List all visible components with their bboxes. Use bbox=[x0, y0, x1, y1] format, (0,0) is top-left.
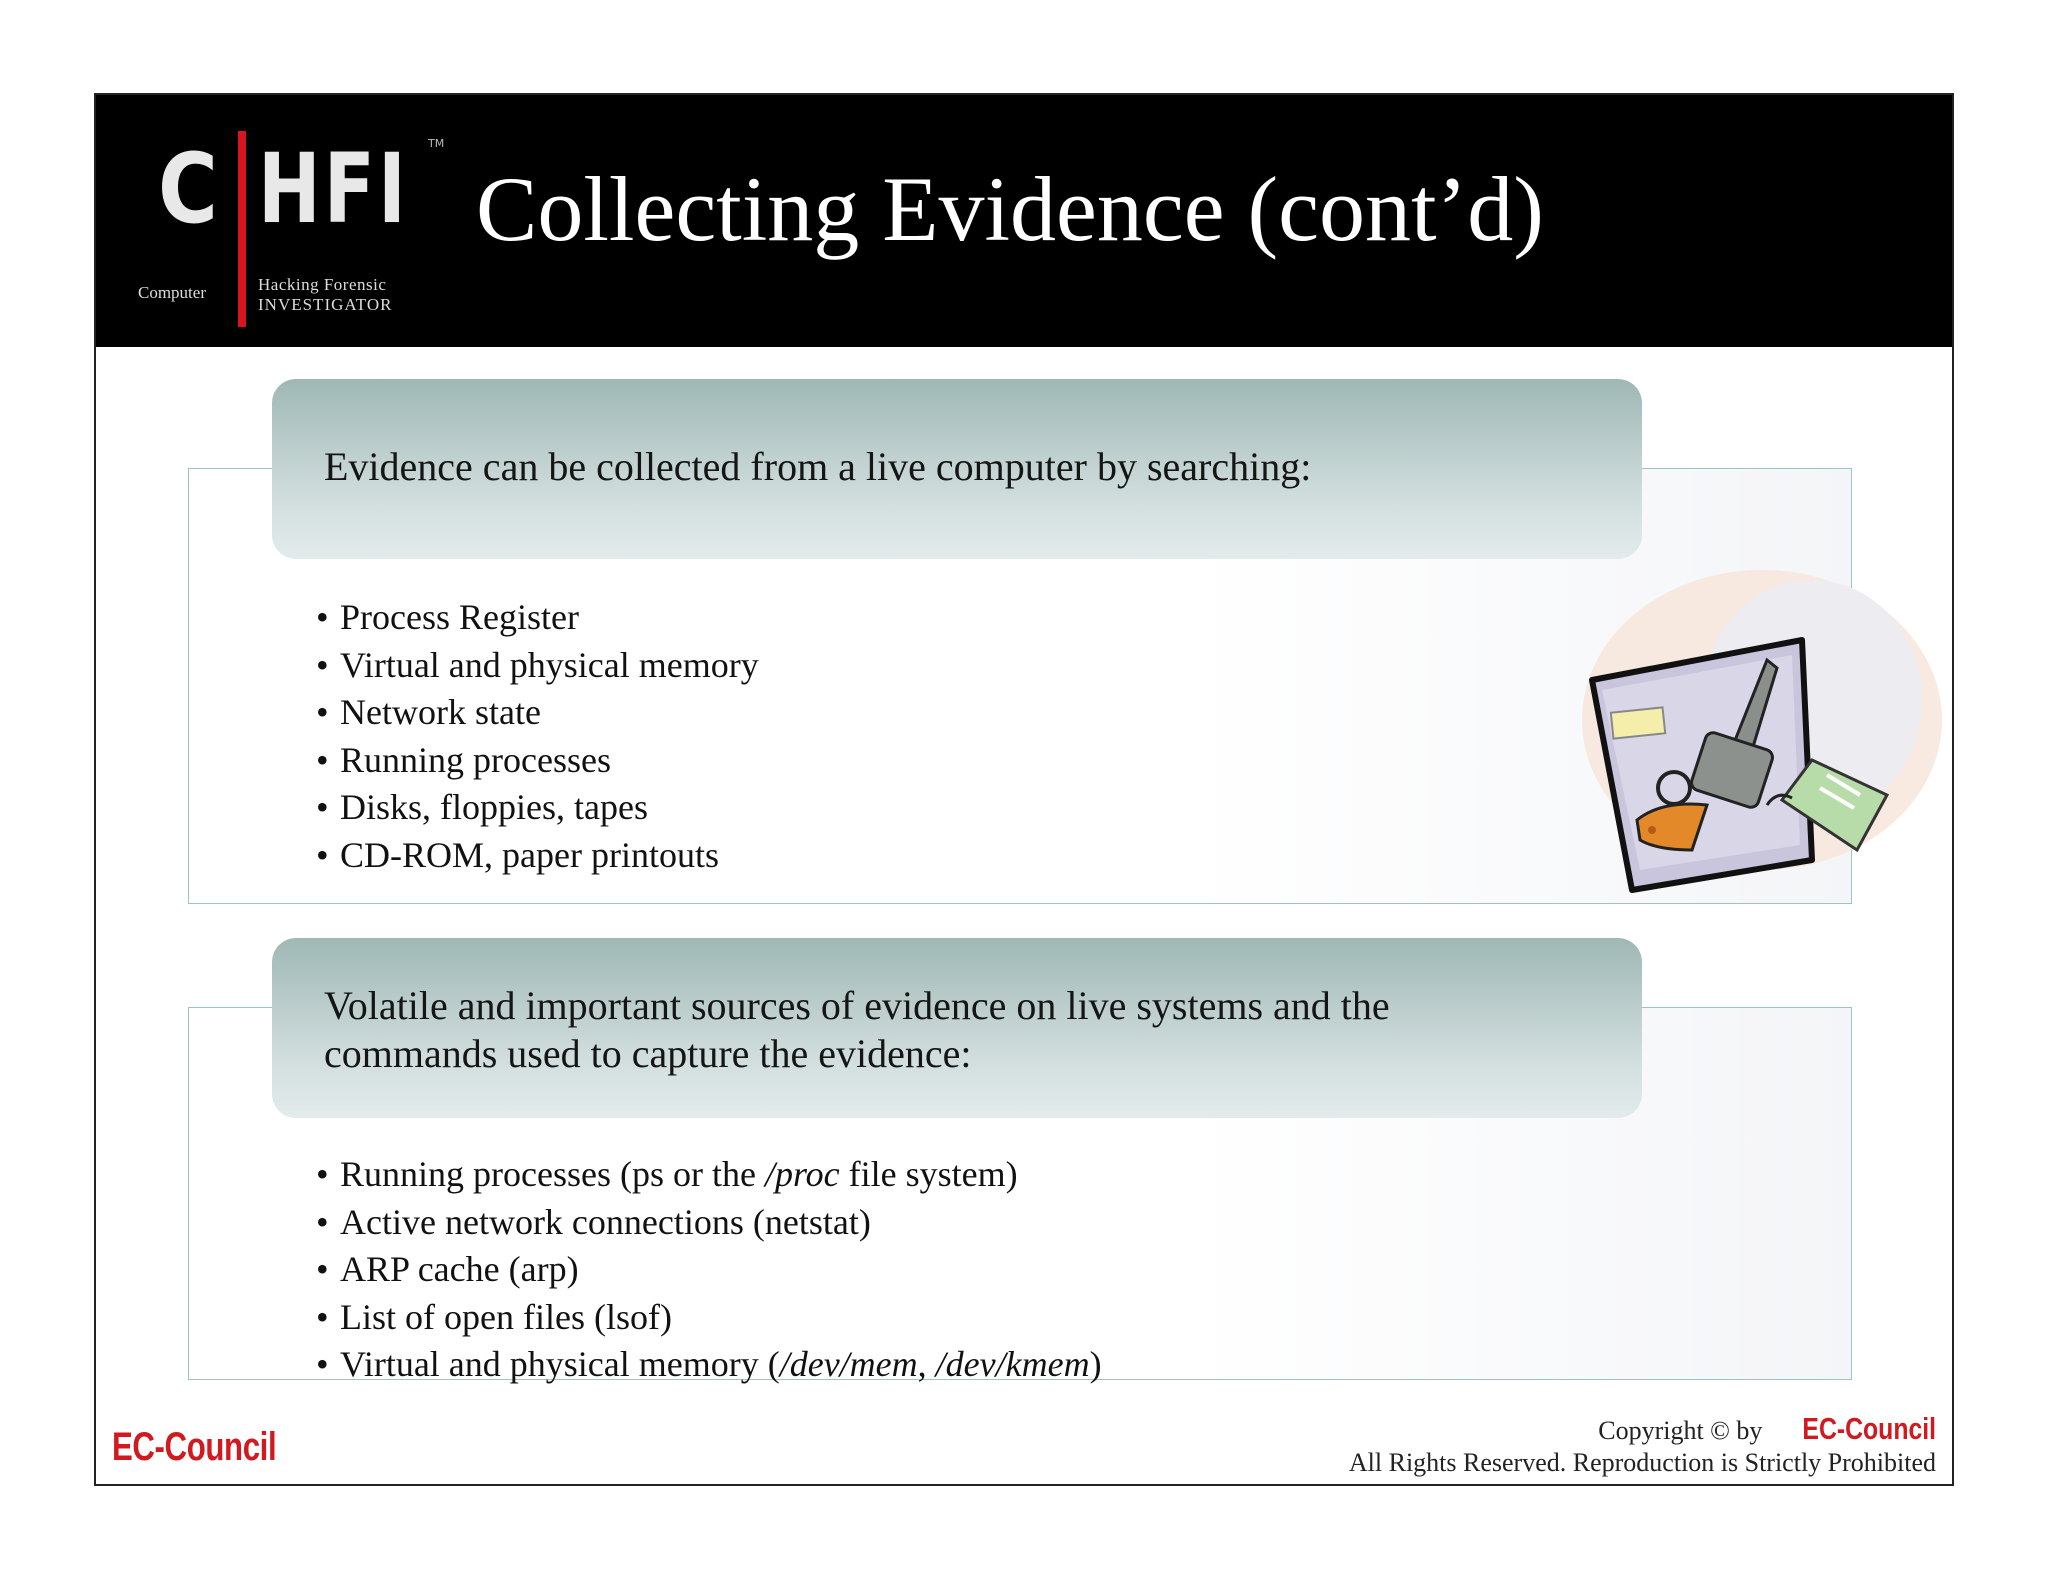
list-item: • Disks, floppies, tapes bbox=[316, 787, 648, 827]
copyright-brand: EC-Council bbox=[1802, 1411, 1936, 1446]
list-item: • Virtual and physical memory (/dev/mem, /dev/kmem) bbox=[316, 1344, 1102, 1384]
section2-heading-line2: commands used to capture the evidence: bbox=[324, 1031, 972, 1076]
section1-heading: Evidence can be collected from a live computer by searching: bbox=[324, 444, 1312, 489]
logo-computer-label: Computer bbox=[138, 283, 206, 302]
header-bar bbox=[96, 95, 1952, 347]
logo-trademark: TM bbox=[428, 137, 445, 150]
list-item: • Running processes (ps or the /proc file system) bbox=[316, 1154, 1018, 1194]
evidence-bag-icon bbox=[1562, 550, 1942, 900]
logo-red-bar bbox=[238, 131, 246, 327]
section2-heading bbox=[324, 982, 1390, 1078]
list-item: • Virtual and physical memory bbox=[316, 644, 759, 685]
slide-title: Collecting Evidence (cont’d) bbox=[476, 158, 1544, 260]
copyright-text: Copyright © by bbox=[1598, 1416, 1769, 1445]
slide bbox=[94, 93, 1954, 1486]
list-item: • ARP cache (arp) bbox=[316, 1249, 579, 1289]
section2-bullet-list bbox=[316, 1151, 1102, 1389]
list-item: • CD-ROM, paper printouts bbox=[316, 834, 719, 875]
copyright-notice bbox=[1349, 1413, 1936, 1479]
list-item: • Process Register bbox=[316, 597, 579, 637]
rights-text: All Rights Reserved. Reproduction is Strictly Prohibited bbox=[1348, 1448, 1936, 1477]
section2-heading-line1: Volatile and important sources of evidence on live systems and the bbox=[324, 983, 1390, 1028]
list-item: • Active network connections (netstat) bbox=[316, 1201, 871, 1242]
logo-investigator-label: INVESTIGATOR bbox=[258, 295, 393, 314]
logo-letters-hfi: HFI bbox=[258, 133, 410, 245]
list-item: • Network state bbox=[316, 692, 541, 732]
section1-bullet-list bbox=[316, 594, 759, 879]
chfi-logo bbox=[136, 113, 445, 333]
section1-heading-box bbox=[272, 379, 1642, 559]
ec-council-logo: EC-Council bbox=[112, 1425, 277, 1469]
list-item: • Running processes bbox=[316, 739, 611, 780]
list-item: • List of open files (lsof) bbox=[316, 1296, 672, 1337]
logo-letter-c: C bbox=[158, 133, 218, 245]
section2-heading-box bbox=[272, 938, 1642, 1118]
logo-hacking-forensic-label: Hacking Forensic bbox=[258, 275, 387, 294]
